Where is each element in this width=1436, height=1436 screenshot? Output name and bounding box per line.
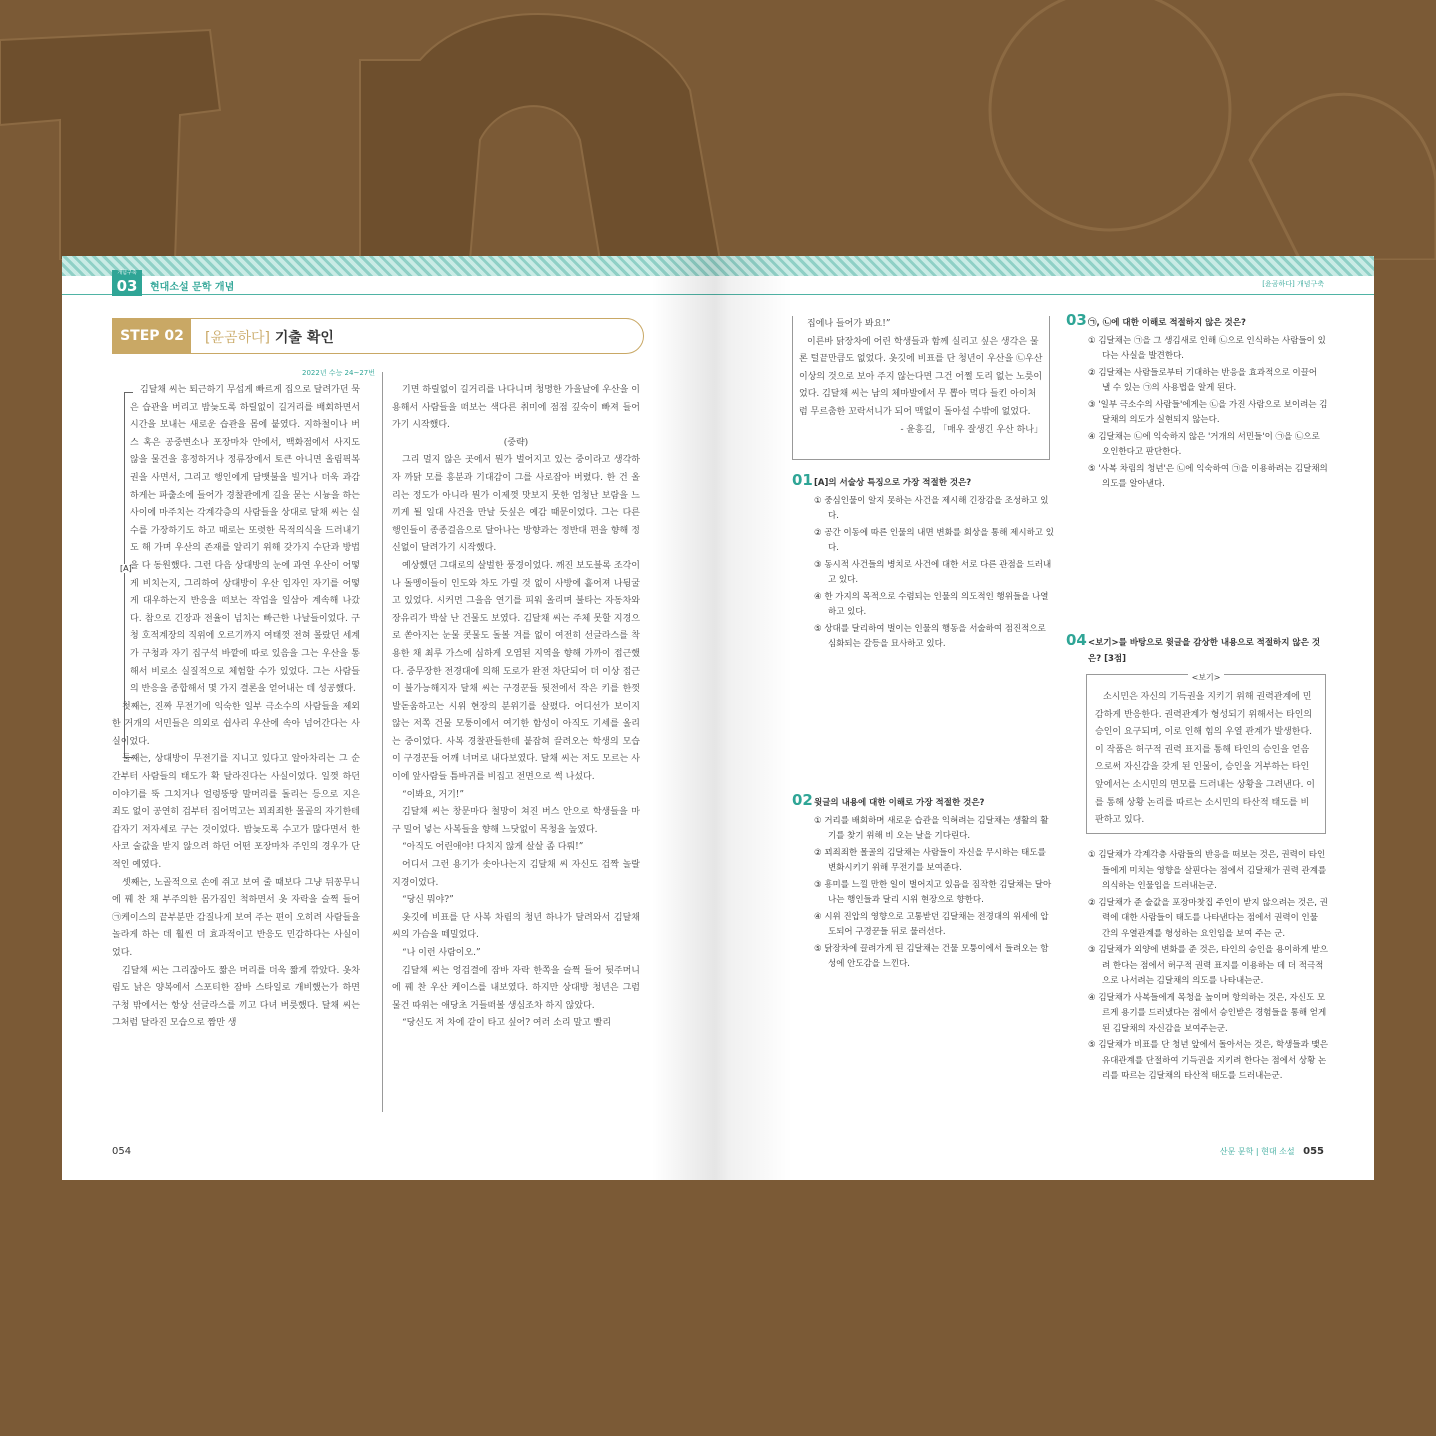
passage-paragraph: “당신도 저 차에 같이 타고 싶어? 여러 소리 말고 빨리 (402, 1018, 612, 1029)
question-stem: ㉠, ㉡에 대한 이해로 적절하지 않은 것은? (1088, 318, 1246, 328)
passage-citation: - 윤흥길, 「매우 잘생긴 우산 하나」 (900, 424, 1043, 435)
passage-paragraph: “이봐요, 거기!” (402, 789, 465, 800)
answer-option[interactable]: ③ 김달채가 외양에 변화를 준 것은, 타인의 승인을 용이하게 받으려 한다는 점에서 허구적 권력 표지를 이용하는 데 더 적극적으로 나서려는 김달채의 의도를 나타내는군. (1088, 945, 1328, 986)
step-title-text: 기출 확인 (274, 330, 334, 346)
question-03 (1066, 311, 1328, 494)
passage-paragraph: 김달채 씨는 창문마다 철망이 쳐진 버스 안으로 학생들을 마구 밀어 넣는 사복들을 향해 느닷없이 목청을 높였다. (392, 807, 640, 835)
unit-title: 현대소설 문학 개념 (150, 282, 235, 293)
step-title (205, 327, 334, 347)
answer-option[interactable]: ⑤ 닭장차에 끌려가게 된 김달채는 건물 모퉁이에서 들려오는 함성에 안도감을 느낀다. (814, 943, 1049, 969)
passage-continuation-box (792, 316, 1050, 460)
answer-option[interactable]: ⑤ 김달채가 비표를 단 청년 앞에서 돌아서는 것은, 학생들과 맺은 유대관계를 단절하여 기득권을 지키려 한다는 점에서 상황 논리를 따르는 김달채의 타산적 태도를 드러내는군. (1088, 1040, 1328, 1081)
column-divider (382, 372, 383, 1112)
answer-option[interactable]: ① 중심인물이 알지 못하는 사건을 제시해 긴장감을 조성하고 있다. (814, 495, 1049, 521)
bracket-label: [A] (120, 564, 132, 573)
answer-option[interactable]: ① 김달채는 ㉠을 그 생김새로 인해 ㉡으로 인식하는 사람들이 있다는 사실을 발견한다. (1088, 335, 1326, 361)
passage-paragraph: 셋째는, 노골적으로 손에 쥐고 보여 줄 때보다 그냥 뒤꽁무니에 꿰 찬 채 부주의한 몸가짐인 척하면서 옷 자락을 슬쩍 들어 ㉠케이스의 끝부분만 감질나게 보여 주는 편이 오히려 사람들을 놀라게 하는 데 훨씬 더 효과적이고 반응도 민감하다는 사실이었다. (112, 877, 360, 958)
passage-paragraph: 어디서 그런 용기가 솟아나는지 김달채 씨 자신도 겁짝 놀랄 지경이었다. (392, 860, 640, 888)
bogi-box (1086, 674, 1326, 834)
passage-paragraph: “당신 뭐야?” (402, 895, 454, 906)
passage-paragraph: 그리 멀지 않은 곳에서 뭔가 벌어지고 있는 중이라고 생각하자 까닭 모를 흥분과 기대감이 그를 사로잡아 버렸다. 한 건 올리는 정도가 아니라 뭔가 이제껏 맛보지 못한 엄청난 보람을 느끼게 될 일대 사건을 만날 듯싶은 예감 때문이었다. 그는 다른 행인들이 종종걸음으로 달아나는 방향과는 정반대 편을 향해 정신없이 달려가기 시작했다. (392, 455, 640, 554)
question-stem: <보기>를 바탕으로 윗글을 감상한 내용으로 적절하지 않은 것은? [3점] (1088, 638, 1321, 664)
option-list (1088, 848, 1328, 1085)
option-list (814, 494, 1054, 653)
question-number: 04 (1066, 631, 1087, 649)
option-list (814, 814, 1054, 973)
right-page-number: 055 (1303, 1146, 1324, 1157)
passage-paragraph: “나 이런 사람이오.” (402, 948, 481, 958)
answer-option[interactable]: ④ 한 가지의 목적으로 수렴되는 인물의 의도적인 행위들을 나열하고 있다. (814, 591, 1049, 617)
passage-paragraph: 이른바 닭장차에 어린 학생들과 함께 실리고 싶은 생각은 물론 털끝만큼도 없었다. 옷깃에 비표를 단 청년이 우산을 ㉡우산 이상의 것으로 보아 주지 않는다면 그건 어쩔 도리 없는 노릇이었다. 김달채 씨는 남의 체마발에서 무 뽑아 먹다 들킨 아이처럼 무르춤한 꼬락서니가 되어 맥없이 돌아설 수밖에 없었다. (799, 336, 1043, 417)
passage-paragraph: 김달채 씨는 그리잖아도 짧은 머리를 더욱 짧게 깎았다. 옷차림도 낡은 양복에서 스포티한 잠바 스타일로 개비했는가 하면 구청 밖에서는 항상 선글라스를 끼고 다녀 버릇했다. 달채 씨는 그처럼 달라진 모습으로 짬만 생 (112, 965, 360, 1029)
unit-number: 03 (116, 277, 138, 295)
unit-tag-small: 개념구축 (117, 270, 137, 276)
answer-option[interactable]: ① 거리를 배회하며 새로운 습관을 익혀려는 김달채는 생활의 활기를 찾기 위해 비 오는 날을 기다린다. (814, 815, 1049, 841)
passage-paragraph: “아직도 어린애야! 다치지 않게 살살 좀 다뤄!” (402, 842, 584, 853)
answer-option[interactable]: ③ 동시적 사건들의 병치로 사건에 대한 서로 다른 관점을 드러내고 있다. (814, 559, 1052, 585)
passage-paragraph: 예상했던 그대로의 살벌한 풍경이었다. 깨진 보도블록 조각이나 돌멩이들이 인도와 차도 가릴 것 없이 사방에 흩어져 나뒹굴고 있었다. 시커먼 그을음 연기를 피워 올리며 불타는 자동차와 장유리가 박살 난 건물도 보였다. 김달채 씨는 주체 못할 지경으로 쏟아지는 눈물 콧물도 돌볼 겨를 없이 여전히 선글라스를 착용한 채 최루 가스에 심하게 오염된 지역을 향해 가까이 접근했다. 중무장한 전경대에 의해 도로가 완전 차단되어 더 이상 접근이 불가능해지자 달채 씨는 구경꾼들 뒷전에서 작은 키를 한껏 발돋움하고는 시위 현장의 분위기를 살폈다. 어디선가 보이지 않는 저쪽 건물 모퉁이에서 여기한 함성이 아직도 기세를 올리는 중이었다. 사복 경찰관들한테 붙잡혀 끌려오는 학생의 모습이 구경꾼들 어깨 너머로 내다보였다. 달채 씨는 저도 모르는 사이에 앞사람들 틈바귀를 비집고 전면으로 썩 나섰다. (392, 560, 640, 783)
passage-paragraph: 옷깃에 비표를 단 사복 차림의 청년 하나가 달려와서 김달채 씨의 가슴을 떼밀었다. (392, 912, 640, 941)
question-number: 03 (1066, 311, 1087, 329)
right-page-header: [윤곰하다] 개념구축 (1262, 280, 1324, 288)
answer-option[interactable]: ② 공간 이동에 따른 인물의 내면 변화를 회상을 통해 제시하고 있다. (814, 527, 1054, 553)
passage-paragraph: 첫째는, 진짜 무전기에 익숙한 일부 극소수의 사람들을 제외한 거개의 서민들은 의외로 쉽사리 우산에 속아 넘어간다는 사실이었다. (112, 701, 360, 747)
answer-option[interactable]: ④ 김달채가 사복들에게 목청을 높이며 항의하는 것은, 자신도 모르게 용기를 드러냈다는 점에서 승인받은 경험들을 통해 얻게 된 김달채의 자신감을 보여주는군. (1088, 992, 1327, 1034)
answer-option[interactable]: ② 김달채가 준 술값을 포장마찻집 주인이 받지 않으려는 것은, 권력에 대한 사람들이 태도를 나타낸다는 점에서 권력이 인물 간의 우열관계를 형성하는 요인임을 보여 주는 군. (1088, 897, 1328, 939)
background-letters (0, 0, 1436, 260)
right-footer (1220, 1146, 1324, 1157)
unit-tag (112, 270, 142, 296)
passage-paragraph: 김달채 씨는 엉겁결에 잠바 자락 한쪽을 슬쩍 들어 뒷주머니에 꿰 찬 우산 케이스를 내보였다. 하지만 상대방 청년은 그럼 물건 따위는 애당초 거들떠볼 생심조차 하지 않았다. (392, 965, 640, 1011)
step-label: STEP 02 (113, 319, 191, 353)
answer-option[interactable]: ⑤ '사복 차림의 청년'은 ㉡에 익숙하여 ㉠을 이용하려는 김달채의 의도를 알아낸다. (1088, 463, 1328, 489)
step-title-accent: [윤곰하다] (205, 330, 271, 346)
bogi-label (1087, 669, 1325, 687)
page-gutter (652, 256, 792, 1180)
exam-source: 2022년 수능 24~27번 (302, 369, 375, 377)
option-list (1088, 334, 1328, 493)
question-01 (792, 471, 1054, 654)
left-page-number: 054 (112, 1146, 132, 1157)
question-02 (792, 791, 1054, 974)
passage-column-2 (392, 382, 640, 1033)
right-footer-label: 산문 문학 | 현대 소설 (1219, 1147, 1295, 1156)
passage-omission: (중략) (503, 437, 529, 448)
answer-option[interactable]: ① 김달채가 각계각층 사람들의 반응을 떠보는 것은, 권력이 타인들에게 미치는 영향을 살핀다는 점에서 김달채가 권력 관계를 의식하는 인물임을 드러내는군. (1088, 850, 1327, 891)
step-banner (112, 318, 644, 354)
passage-paragraph: 둘째는, 상대방이 무전기를 지니고 있다고 알아차리는 그 순간부터 사람들의 태도가 확 달라진다는 사실이었다. 일껏 하던 이야기를 뚝 그치거나 얼렁뚱땅 말머리를 돌리는 등으로 지은 죄도 없이 공연히 겁부터 집어먹고는 꾀죄죄한 몰골의 자기한테 갑자기 저자세로 구는 것이었다. 밤늦도록 수고가 많다면서 한사코 술값을 받지 않으려 하던 어떤 포장마차 주인의 경우가 단적인 예였다. (112, 754, 360, 871)
answer-option[interactable]: ④ 김달채는 ㉡에 익숙하지 않은 '거개의 서민들'이 ㉠을 ㉡으로 오인한다고 판단한다. (1088, 431, 1320, 457)
passage-paragraph: 김달채 씨는 퇴근하기 무섭게 빠르게 집으로 달려가던 묵은 습관을 버리고 밤늦도록 하릴없이 길거리를 배회하면서 시간을 보내는 새로운 습관을 몸에 붙였다. 지하철이나 버스 혹은 공중변소나 포장마차 안에서, 백화점에서 사지도 않을 물건을 흥정하거나 정류장에서 토큰 아니면 올림픽복권을 사면서, 그리고 행인에게 담뱃불을 빌거나 더욱 과감하게는 파출소에 들어가 경찰관에게 길을 묻는 시늉을 하는 사이에 마주치는 각계각층의 사람들을 상대로 달채 씨는 실수를 가장하기도 하고 때로는 또렷한 목적의식을 드러내기도 해 가며 우산의 존재를 알리기 위해 갖가지 수단과 방법을 다 동원했다. 그런 다음 상대방의 눈에 과연 우산이 어떻게 비치는지, 그리하여 상대방이 우산 임자인 자기를 어떻게 대우하는지 반응을 떠보는 작업을 일삼아 계속해 나갔다. 참으로 긴장과 전율이 넘치는 빠근한 나날들이었다. 구청 호적계장의 직위에 오르기까지 여태껏 전혀 몰랐던 세계가 구청과 자기 집구석 바깥에 따로 있음을 그는 우산을 통해서 비로소 실질적으로 체험할 수가 있었다. 그는 사람들의 반응을 종합해서 몇 가지 결론을 얻어내는 데 성공했다. (130, 385, 360, 695)
passage-paragraph: 기면 하릴없이 길거리를 나다니며 청명한 가을날에 우산을 이용해서 사람들을 떠보는 색다른 취미에 점점 깊숙이 빠져 들어가기 시작했다. (392, 385, 640, 431)
bogi-text: 소시민은 자신의 기득권을 지키기 위해 권력관계에 민감하게 반응한다. 권력관계가 형성되기 위해서는 타인의 승인이 요구되며, 이로 인해 힘의 우열 관계가 발생한다. 이 작품은 허구적 권력 표지를 통해 타인의 승인을 얻음으로써 자신감을 갖게 된 인물이, 승인을 거부하는 타인 앞에서는 소시민의 면모를 드러내는 상황을 그려낸다. 이를 통해 상황 논리를 따르는 소시민의 타산적 태도를 비판하고 있다. (1095, 692, 1315, 826)
question-stem: [A]의 서술상 특징으로 가장 적절한 것은? (814, 478, 972, 488)
answer-option[interactable]: ⑤ 상대를 달리하여 벌이는 인물의 행동을 서술하여 점진적으로 심화되는 갈등을 묘사하고 있다. (814, 623, 1046, 649)
question-04 (1066, 631, 1328, 667)
question-04-options (1066, 848, 1328, 1086)
question-stem: 윗글의 내용에 대한 이해로 가장 적절한 것은? (814, 798, 985, 808)
answer-option[interactable]: ② 김달채는 사람들로부터 기대하는 반응을 효과적으로 이끌어 낼 수 있는 ㉠의 사용법을 알게 된다. (1088, 367, 1318, 393)
book-spread (62, 256, 1374, 1180)
answer-option[interactable]: ② 꾀죄죄한 몰골의 김달채는 사람들이 자신을 무시하는 태도를 변화시키기 위해 무전기를 보여준다. (814, 847, 1046, 873)
answer-option[interactable]: ③ '일부 극소수의 사람들'에게는 ㉡을 가진 사람으로 보이려는 김달채의 의도가 실현되지 않는다. (1088, 399, 1328, 425)
question-number: 02 (792, 791, 813, 809)
answer-option[interactable]: ④ 시위 진압의 영향으로 고통받던 김달채는 전경대의 위세에 압도되어 구경꾼들 뒤로 물러선다. (814, 911, 1049, 937)
question-number: 01 (792, 471, 813, 489)
answer-option[interactable]: ③ 흥미를 느낄 만한 일이 벌어지고 있음을 짐작한 김달채는 달아나는 행인들과 달리 시위 현장으로 향한다. (814, 879, 1052, 905)
passage-column-1 (112, 382, 360, 1033)
bogi-label-text: <보기> (1188, 673, 1225, 682)
passage-paragraph: 집에나 들어가 봐요!” (807, 319, 891, 329)
